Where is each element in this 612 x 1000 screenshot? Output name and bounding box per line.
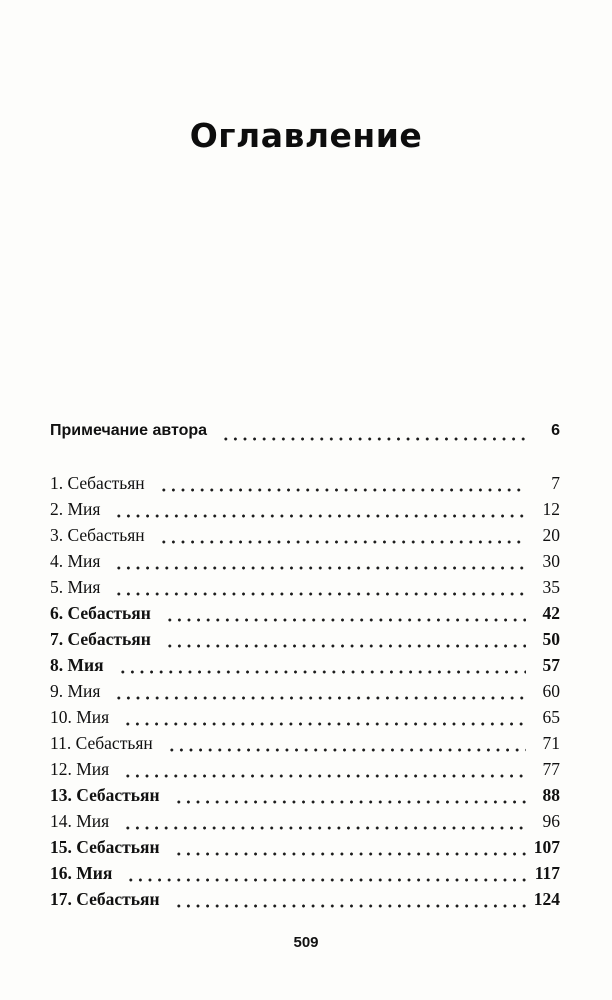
toc-entry-page: 77 — [542, 759, 560, 779]
toc-entry-label: 9. Мия — [50, 681, 101, 701]
toc-entry — [50, 785, 560, 811]
front-matter-list — [50, 422, 560, 448]
toc-entry — [50, 629, 560, 655]
dot-leader — [114, 514, 526, 518]
toc-entry-label: 10. Мия — [50, 707, 110, 727]
toc-entry — [50, 551, 560, 577]
dot-leader — [118, 670, 526, 674]
toc-entry — [50, 759, 560, 785]
toc-entry-page: 6 — [551, 422, 560, 439]
dot-leader — [165, 644, 526, 648]
dot-leader — [123, 826, 526, 830]
toc-entry-label: 14. Мия — [50, 811, 110, 831]
toc-entry-page: 50 — [542, 629, 560, 649]
toc-entry-label: 15. Себастьян — [50, 837, 160, 857]
dot-leader — [114, 592, 526, 596]
dot-leader — [174, 852, 526, 856]
toc-entry — [50, 525, 560, 551]
dot-leader — [159, 540, 526, 544]
toc-entry-page: 88 — [542, 785, 560, 805]
dot-leader — [174, 800, 526, 804]
toc-entry — [50, 863, 560, 889]
toc-entry-page: 124 — [533, 889, 560, 909]
toc-entry-label: 6. Себастьян — [50, 603, 151, 623]
toc-entry-label: 17. Себастьян — [50, 889, 160, 909]
page-number: 509 — [293, 934, 319, 951]
toc-entry — [50, 681, 560, 707]
toc-entry-page: 117 — [534, 863, 560, 883]
toc-entry-label: 1. Себастьян — [50, 473, 145, 493]
dot-leader — [167, 748, 526, 752]
toc-entry-label: 13. Себастьян — [50, 785, 160, 805]
toc-entry-label: 4. Мия — [50, 551, 101, 571]
chapter-list — [50, 473, 560, 915]
toc-entry-page: 57 — [542, 655, 560, 675]
page-title: Оглавление — [189, 116, 423, 155]
toc-entry-label: 5. Мия — [50, 577, 101, 597]
toc-entry-page: 107 — [533, 837, 560, 857]
toc-entry-page: 60 — [542, 681, 560, 701]
toc-entry — [50, 811, 560, 837]
dot-leader — [165, 618, 526, 622]
toc-entry — [50, 733, 560, 759]
toc-entry-page: 65 — [542, 707, 560, 727]
toc-entry — [50, 499, 560, 525]
toc-entry-page: 7 — [551, 473, 560, 493]
toc-entry-label: 16. Мия — [50, 863, 113, 883]
dot-leader — [114, 696, 526, 700]
toc-entry-label: 7. Себастьян — [50, 629, 151, 649]
dot-leader — [123, 774, 526, 778]
dot-leader — [221, 437, 526, 441]
toc-entry-label: 12. Мия — [50, 759, 110, 779]
toc-entry-page: 20 — [542, 525, 560, 545]
toc-entry — [50, 577, 560, 603]
toc-entry-label: 8. Мия — [50, 655, 104, 675]
toc-entry-page: 42 — [542, 603, 560, 623]
dot-leader — [159, 488, 526, 492]
toc-entry-label: 11. Себастьян — [50, 733, 153, 753]
dot-leader — [126, 878, 526, 882]
toc-entry — [50, 655, 560, 681]
toc-entry-page: 35 — [542, 577, 560, 597]
toc-entry-page: 12 — [542, 499, 560, 519]
toc-entry — [50, 473, 560, 499]
toc-entry-label: 3. Себастьян — [50, 525, 145, 545]
dot-leader — [174, 904, 526, 908]
toc-entry-page: 96 — [542, 811, 560, 831]
toc-entry — [50, 603, 560, 629]
toc-entry — [50, 707, 560, 733]
toc-entry — [50, 422, 560, 448]
dot-leader — [114, 566, 526, 570]
toc-entry-label: Примечание автора — [50, 422, 208, 439]
toc-entry — [50, 837, 560, 863]
toc-entry-page: 30 — [542, 551, 560, 571]
toc-entry — [50, 889, 560, 915]
toc-entry-page: 71 — [542, 733, 560, 753]
toc-entry-label: 2. Мия — [50, 499, 101, 519]
dot-leader — [123, 722, 526, 726]
